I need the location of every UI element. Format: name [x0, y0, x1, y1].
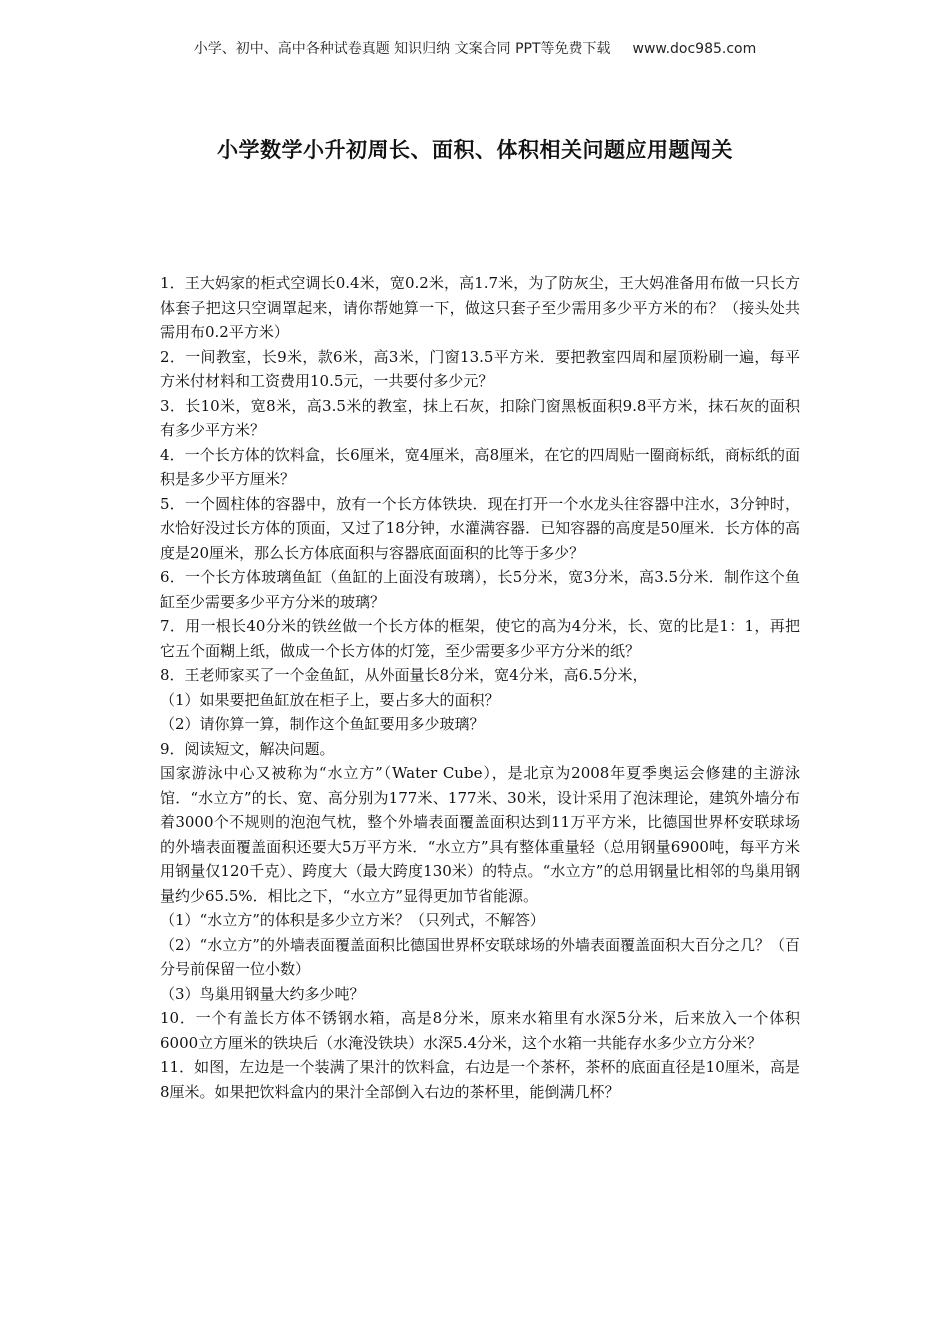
question-8-part-2: （2）请你算一算，制作这个鱼缸要用多少玻璃？ — [160, 715, 485, 733]
header-tagline: 小学、初中、高中各种试卷真题 知识归纳 文案合同 PPT等免费下载 — [193, 41, 611, 57]
question-2: 2．一间教室，长9米，款6米，高3米，门窗13.5平方米．要把教室四周和屋顶粉刷一遍，每平方米付材料和工资费用10.5元，一共要付多少元？ — [160, 347, 800, 390]
question-3: 3．长10米，宽8米，高3.5米的教室，抹上石灰，扣除门窗黑板面积9.8平方米，抹石灰的面积有多少平方米？ — [160, 396, 800, 439]
question-4: 4．一个长方体的饮料盒，长6厘米，宽4厘米，高8厘米，在它的四周贴一圈商标纸，商标纸的面积是多少平方厘米？ — [160, 445, 800, 488]
question-6: 6．一个长方体玻璃鱼缸（鱼缸的上面没有玻璃），长5分米，宽3分米，高3.5分米．制作这个鱼缸至少需要多少平方分米的玻璃？ — [160, 568, 800, 611]
header-url[interactable]: www.doc985.com — [632, 41, 757, 57]
question-9-passage: 国家游泳中心又被称为“水立方”（Water Cube），是北京为2008年夏季奥运会修建的主游泳馆．“水立方”的长、宽、高分别为177米、177米、30米，设计采用了泡沫理论，建筑外墙分布着3000个不规则的泡泡气枕，整个外墙表面覆盖面积达到11万平方米，比德国世界杯安联球场的外墙表面覆盖面积还要大5万平方米．“水立方”具有整体重量轻（总用钢量6900吨，每平方米用钢量仅120千克）、跨度大（最大跨度130米）的特点。“水立方”的总用钢量比相邻的鸟巢用钢量约少65.5%．相比之下，“水立方”显得更加节省能源。 — [160, 764, 800, 905]
question-9: 9．阅读短文，解决问题。 — [160, 739, 335, 758]
page-header — [0, 38, 950, 58]
question-9-part-3: （3）鸟巢用钢量大约多少吨？ — [160, 984, 365, 1003]
question-8: 8．王老师家买了一个金鱼缸，从外面量长8分米，宽4分米，高6.5分米， — [160, 666, 648, 684]
question-9-part-1: （1）“水立方”的体积是多少立方米？（只列式，不解答） — [160, 911, 545, 929]
page-title: 小学数学小升初周长、面积、体积相关问题应用题闯关 — [217, 138, 733, 162]
question-11: 11．如图，左边是一个装满了果汁的饮料盒，右边是一个茶杯，茶杯的底面直径是10厘米，高是8厘米。如果把饮料盒内的果汁全部倒入右边的茶杯里，能倒满几杯？ — [160, 1058, 800, 1101]
question-list — [160, 271, 800, 1104]
question-7: 7．用一根长40分米的铁丝做一个长方体的框架，使它的高为4分米，长、宽的比是1：1，再把它五个面糊上纸，做成一个长方体的灯笼，至少需要多少平方分米的纸？ — [160, 617, 800, 660]
question-1: 1．王大妈家的柜式空调长0.4米，宽0.2米，高1.7米，为了防灰尘，王大妈准备用布做一只长方体套子把这只空调罩起来，请你帮她算一下，做这只套子至少需用多少平方米的布？（接头处共需用布0.2平方米） — [160, 274, 800, 341]
question-8-part-1: （1）如果要把鱼缸放在柜子上，要占多大的面积？ — [160, 690, 500, 709]
question-9-part-2: （2）“水立方”的外墙表面覆盖面积比德国世界杯安联球场的外墙表面覆盖面积大百分之几？（百分号前保留一位小数） — [160, 935, 800, 978]
question-10: 10．一个有盖长方体不锈钢水箱，高是8分米，原来水箱里有水深5分米，后来放入一个体积6000立方厘米的铁块后（水淹没铁块）水深5.4分米，这个水箱一共能存水多少立方分米？ — [160, 1009, 800, 1052]
question-5: 5．一个圆柱体的容器中，放有一个长方体铁块．现在打开一个水龙头往容器中注水，3分钟时，水恰好没过长方体的顶面，又过了18分钟，水灌满容器．已知容器的高度是50厘米．长方体的高度是20厘米，那么长方体底面积与容器底面面积的比等于多少？ — [160, 494, 800, 562]
